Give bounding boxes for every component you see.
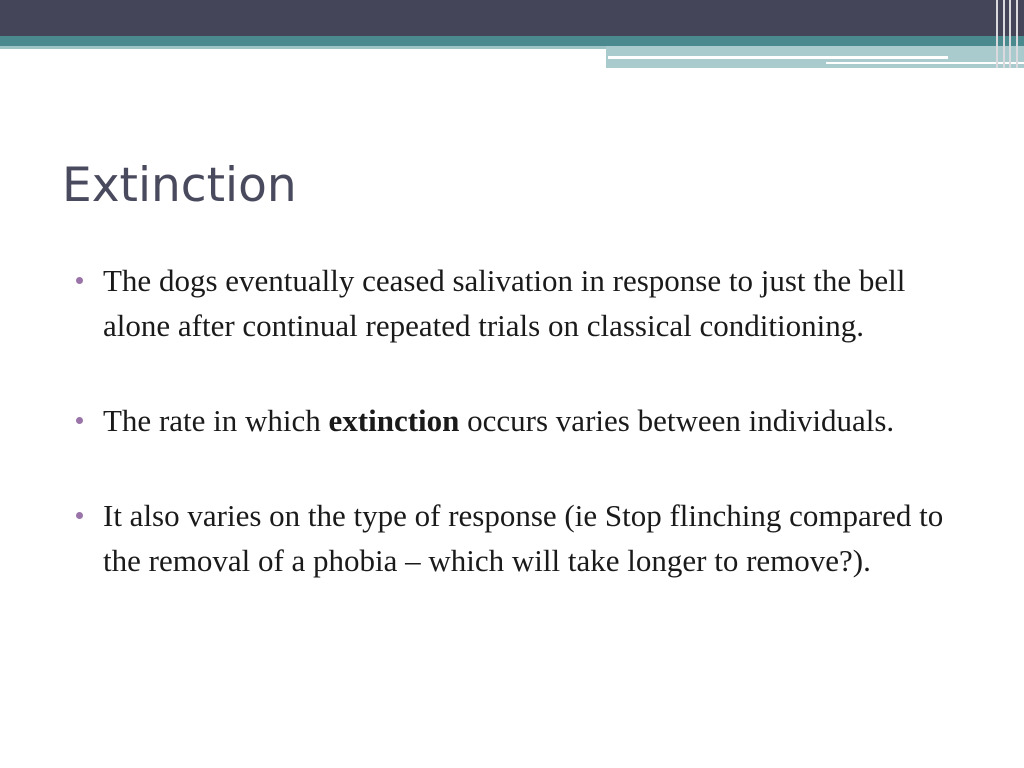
bullet-item <box>74 493 974 583</box>
header-light-teal-line <box>0 46 608 49</box>
bullet-list <box>74 258 974 633</box>
bullet-dot-icon <box>76 277 83 284</box>
bullet-item <box>74 398 974 443</box>
slide-title: Extinction <box>62 158 297 213</box>
bullet-dot-icon <box>76 512 83 519</box>
header-dark-band <box>0 0 1024 36</box>
bullet-dot-icon <box>76 417 83 424</box>
bullet-bold-term: extinction <box>328 403 460 438</box>
bullet-text: The dogs eventually ceased salivation in response to just the bell alone after continual repeated trials on classical conditioning. <box>103 263 906 343</box>
bullet-item <box>74 258 974 348</box>
bullet-text-after: occurs varies between individuals. <box>459 403 895 438</box>
header-vertical-lines <box>994 0 1024 68</box>
bullet-text: It also varies on the type of response (ie Stop flinching compared to the removal of a phobia – which will take longer to remove?). <box>103 498 944 578</box>
header-accent-line <box>608 56 948 59</box>
bullet-text-before: The rate in which <box>103 403 329 438</box>
header-teal-band <box>0 36 1024 46</box>
